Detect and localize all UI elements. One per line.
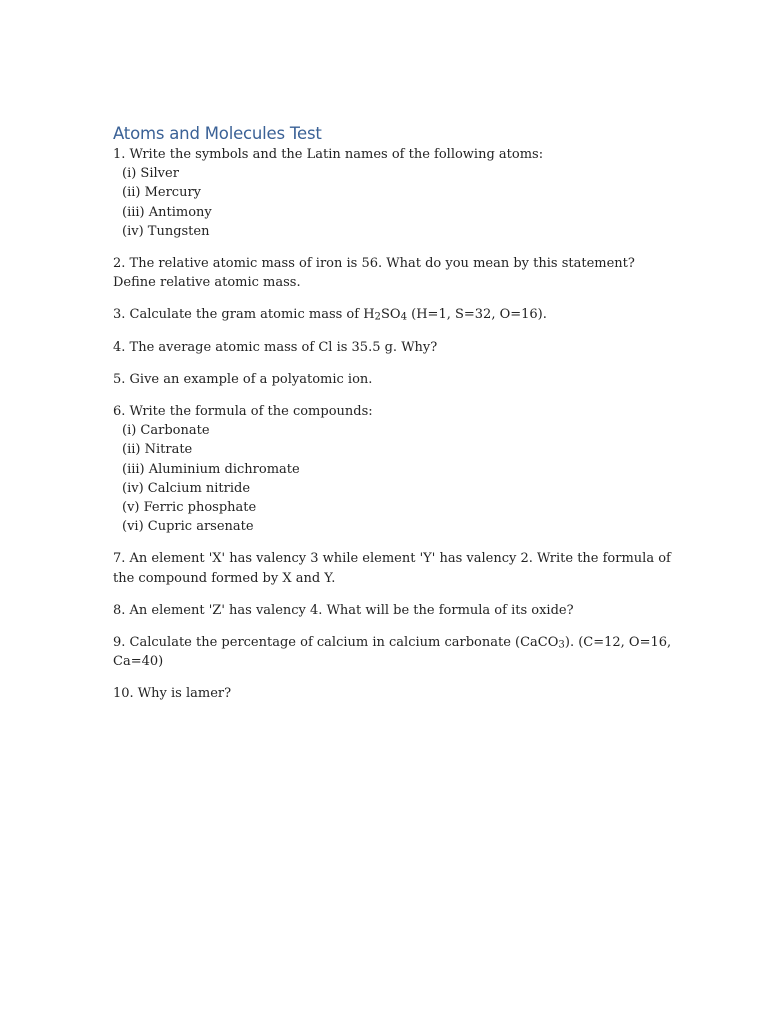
question-text-part: 3. Calculate the gram atomic mass of H (113, 307, 375, 323)
question-7 (113, 549, 673, 587)
question-5 (113, 370, 673, 389)
question-text-part: ). (C=12, O=16, Ca=40) (113, 635, 672, 670)
sub-item: (ii) Nitrate (122, 442, 193, 458)
sub-item: (i) Silver (122, 166, 179, 182)
sub-item: (iv) Tungsten (122, 223, 210, 239)
question-text: 5. Give an example of a polyatomic ion. (113, 371, 373, 387)
subscript: 3 (558, 639, 565, 651)
question-text: 1. Write the symbols and the Latin names of the following atoms: (113, 147, 544, 162)
question-text: 10. Why is lamer? (113, 686, 232, 702)
question-text-part: SO (380, 307, 401, 323)
question-2 (113, 254, 673, 292)
subscript: 4 (400, 311, 408, 323)
test-page (113, 122, 673, 717)
question-3 (113, 305, 673, 324)
question-text-part: 9. Calculate the percentage of calcium in calcium carbonate (CaCO (113, 635, 559, 651)
sub-item: (ii) Mercury (122, 185, 202, 201)
sub-item: (i) Carbonate (122, 423, 210, 439)
sub-item: (v) Ferric phosphate (122, 500, 257, 516)
subscript: 2 (374, 311, 381, 323)
question-text-part: (H=1, S=32, O=16). (407, 307, 547, 323)
question-8 (113, 601, 673, 620)
question-text (113, 633, 673, 671)
question-text: 8. An element 'Z' has valency 4. What will be the formula of its oxide? (113, 602, 574, 618)
page-title: Atoms and Molecules Test (113, 124, 322, 143)
question-6 (113, 402, 673, 536)
sub-item: (vi) Cupric arsenate (122, 519, 254, 535)
question-10 (113, 684, 673, 703)
sub-item: (iv) Calcium nitride (122, 480, 251, 496)
question-9 (113, 633, 673, 671)
sub-item: (iii) Aluminium dichromate (122, 461, 300, 477)
question-4 (113, 338, 673, 357)
question-text: 6. Write the formula of the compounds: (113, 404, 373, 420)
question-text: 7. An element 'X' has valency 3 while element 'Y' has valency 2. Write the formula of the compound formed by X and Y. (113, 551, 671, 586)
question-text: 2. The relative atomic mass of iron is 56. What do you mean by this statement? Define relative atomic mass. (113, 256, 635, 291)
question-text: 4. The average atomic mass of Cl is 35.5 g. Why? (113, 339, 438, 355)
question-text (113, 305, 673, 324)
question-1 (113, 145, 673, 241)
sub-item: (iii) Antimony (122, 204, 212, 220)
